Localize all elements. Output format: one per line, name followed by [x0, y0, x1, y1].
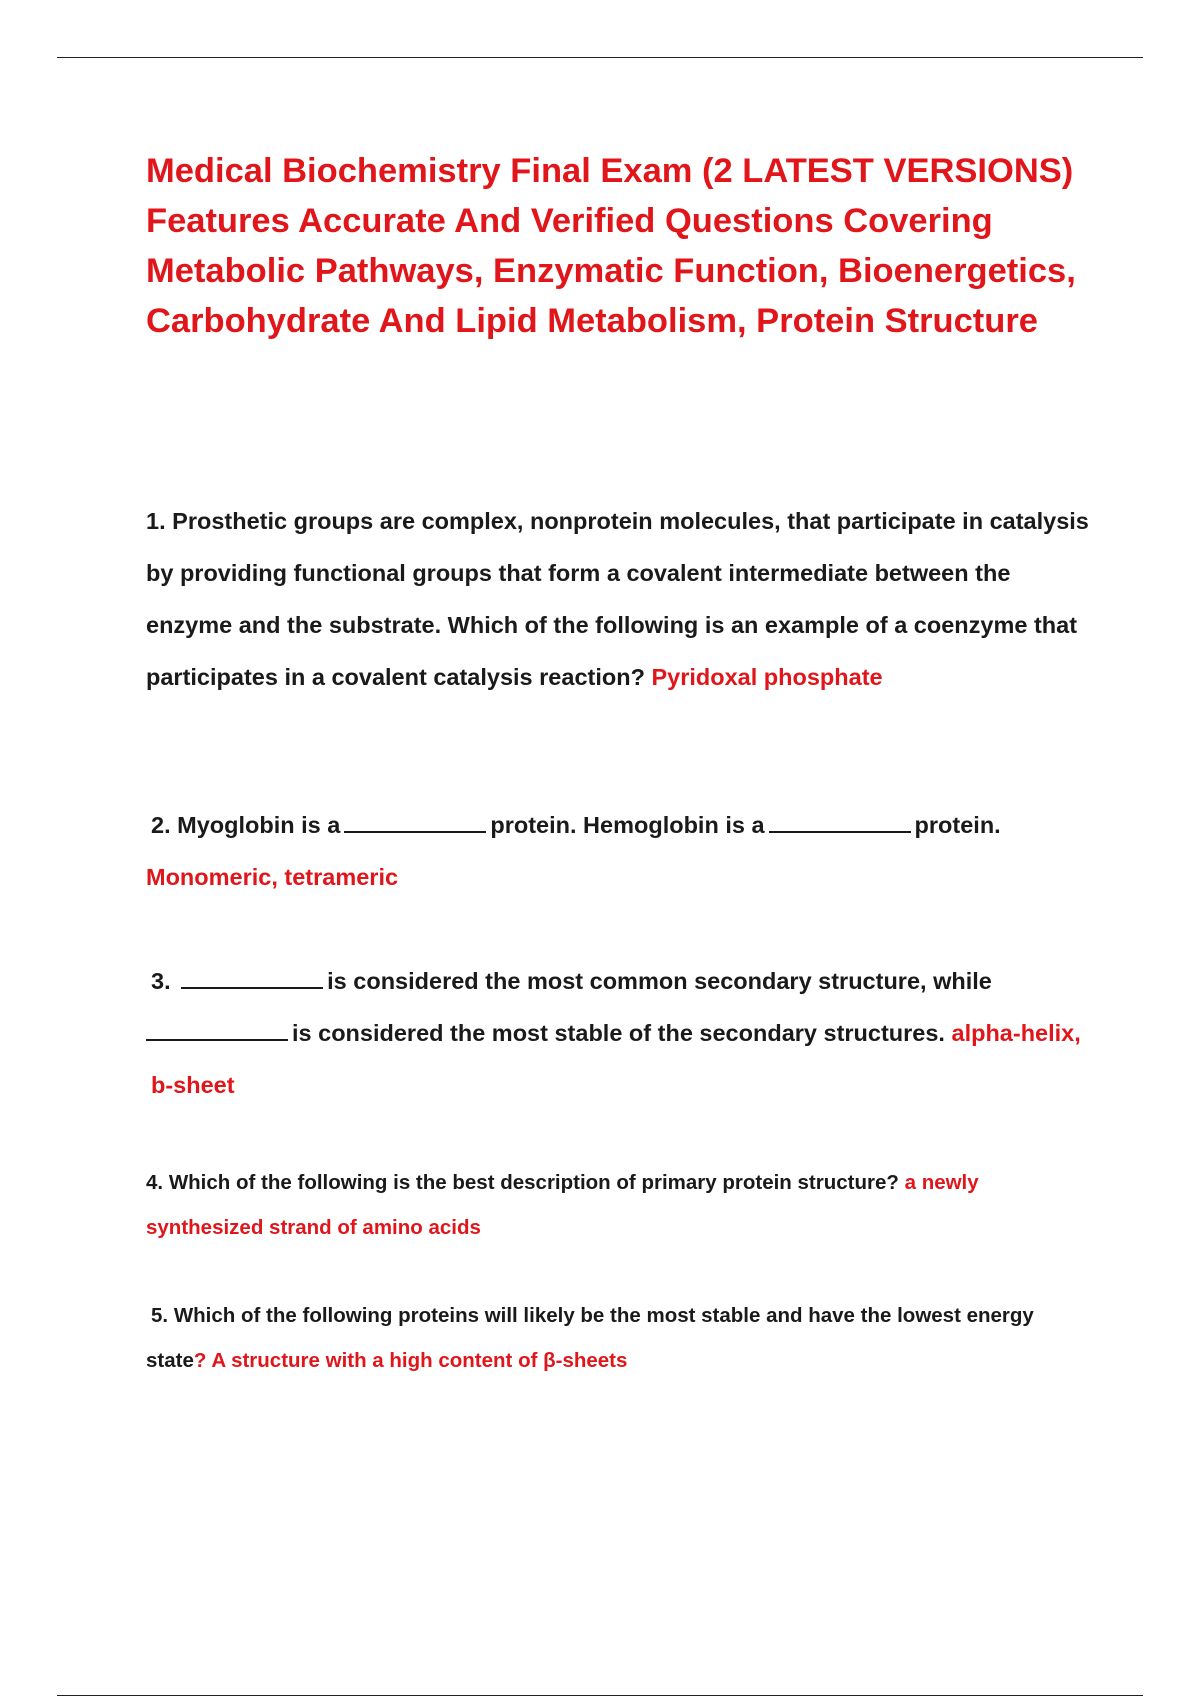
question-text: Myoglobin is a: [177, 812, 341, 838]
fill-in-blank: [769, 808, 911, 834]
question-text: protein.: [914, 812, 1001, 838]
answer-text: Pyridoxal phosphate: [651, 664, 883, 690]
question-3: [151, 955, 1091, 1111]
fill-in-blank: [146, 1016, 288, 1042]
top-divider: [57, 57, 1143, 58]
question-number: 2.: [151, 812, 171, 838]
fill-in-blank: [344, 808, 486, 834]
question-text: Prosthetic groups are complex, nonprotein molecules, that participate in catalysis by providing functional groups that form a covalent intermediate between the enzyme and the substrate. Which of the following is an example of a coenzyme that participates in a covalent catalysis reaction?: [146, 508, 1089, 690]
document-title: Medical Biochemistry Final Exam (2 LATEST VERSIONS) Features Accurate And Verified Questions Covering Metabolic Pathways, Enzymatic Function, Bioenergetics, Carbohydrate And Lipid Metabolism, Protein Structure: [146, 152, 1076, 340]
question-number: 4.: [146, 1171, 164, 1194]
question-number: 1.: [146, 508, 166, 534]
answer-text: alpha-helix, b-sheet: [151, 1020, 1081, 1098]
question-mark: ?: [193, 1349, 207, 1372]
question-text: Which of the following proteins will likely be the most stable and have the lowest energy state: [146, 1304, 1034, 1372]
question-text: is considered the most common secondary structure, while: [327, 968, 992, 994]
answer-text: A structure with a high content of β-sheets: [211, 1349, 628, 1372]
question-number: 3.: [151, 968, 171, 994]
question-5: [146, 1293, 1091, 1383]
answer-text: a newly synthesized strand of amino acids: [146, 1171, 979, 1239]
question-4: [146, 1160, 1091, 1250]
bottom-divider: [57, 1695, 1143, 1696]
answer-text: Monomeric, tetrameric: [146, 864, 399, 890]
question-text: Which of the following is the best description of primary protein structure?: [168, 1171, 899, 1194]
question-text: is considered the most stable of the secondary structures.: [292, 1020, 945, 1046]
fill-in-blank: [181, 964, 323, 990]
question-number: 5.: [151, 1304, 169, 1327]
question-2: [146, 799, 1091, 903]
question-1: [146, 495, 1091, 703]
question-text: protein. Hemoglobin is a: [490, 812, 765, 838]
